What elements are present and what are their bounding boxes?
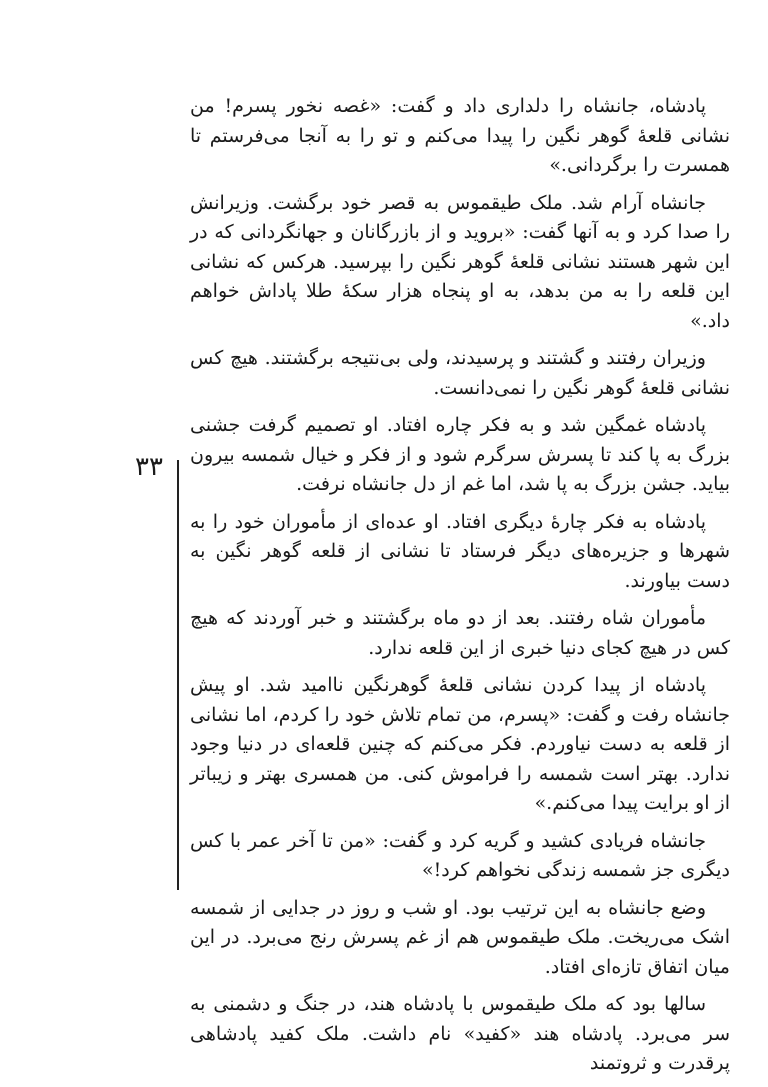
page-number: ۳۳ bbox=[135, 452, 163, 482]
paragraph: وزیران رفتند و گشتند و پرسیدند، ولی بی‌نتیجه برگشتند. هیچ کس نشانی قلعهٔ گوهر نگین را نمی‌دانست. bbox=[190, 347, 730, 399]
paragraph: مأموران شاه رفتند. بعد از دو ماه برگشتند و خبر آوردند که هیچ کس در هیچ کجای دنیا خبری از این قلعه ندارد. bbox=[190, 607, 730, 659]
margin-rule bbox=[177, 460, 179, 890]
paragraph: پادشاه به فکر چارهٔ دیگری افتاد. او عده‌ای از مأموران خود را به شهرها و جزیره‌های دیگر فرستاد تا نشانی از قلعه گوهر نگین به دست بیاورند. bbox=[190, 510, 730, 592]
body-text bbox=[190, 92, 730, 1087]
paragraph: جانشاه آرام شد. ملک طیقموس به قصر خود برگشت. وزیرانش را صدا کرد و به آنها گفت: «بروید و از بازرگانان و جهانگردانی که در این شهر هستند نشانی قلعهٔ گوهر نگین را بپرسید. هرکس که نشانی این قلعه را به من بدهد، به او پنجاه هزار سکهٔ طلا پاداش خواهم داد.» bbox=[190, 191, 730, 332]
paragraph: سالها بود که ملک طیقموس با پادشاه هند، در جنگ و دشمنی به سر می‌برد. پادشاه هند «کفید» نام داشت. ملک کفید پادشاهی پرقدرت و ثروتمند bbox=[190, 993, 730, 1074]
paragraph: پادشاه از پیدا کردن نشانی قلعهٔ گوهرنگین ناامید شد. او پیش جانشاه رفت و گفت: «پسرم، من تمام تلاش خود را کردم، اما نشانی از قلعه به دست نیاوردم. فکر می‌کنم که چنین قلعه‌ای در دنیا وجود ندارد. بهتر است شمسه را فراموش کنی. من همسری بهتر و زیباتر از او برایت پیدا می‌کنم.» bbox=[190, 674, 730, 814]
paragraph: پادشاه، جانشاه را دلداری داد و گفت: «غصه نخور پسرم! من نشانی قلعهٔ گوهر نگین را پیدا می‌کنم و تو را به آنجا می‌فرستم تا همسرت را برگردانی.» bbox=[190, 95, 730, 176]
paragraph: جانشاه فریادی کشید و گریه کرد و گفت: «من تا آخر عمر با کس دیگری جز شمسه زندگی نخواهم کرد!» bbox=[190, 829, 730, 881]
paragraph: پادشاه غمگین شد و به فکر چاره افتاد. او تصمیم گرفت جشنی بزرگ به پا کند تا پسرش سرگرم شود و از فکر و خیال شمسه بیرون بیاید. جشن بزرگ به پا شد، اما غم از دل جانشاه نرفت. bbox=[190, 414, 730, 495]
paragraph: وضع جانشاه به این ترتیب بود. او شب و روز در جدایی از شمسه اشک می‌ریخت. ملک طیقموس هم از غم پسرش رنج می‌برد. در این میان اتفاق تازه‌ای افتاد. bbox=[190, 896, 730, 978]
